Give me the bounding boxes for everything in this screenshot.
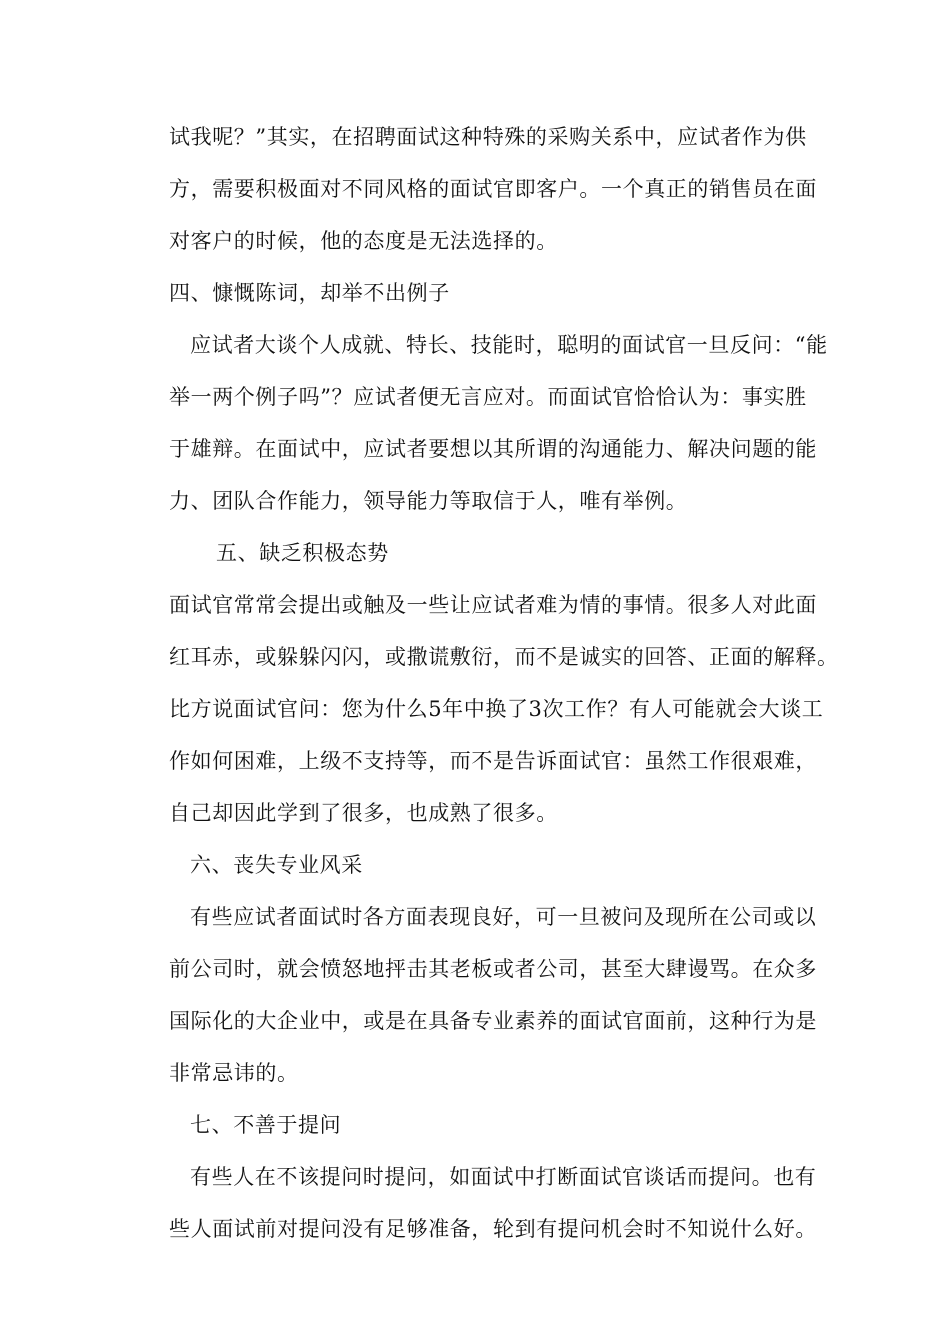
body-text-line: 试我呢？”其实，在招聘面试这种特殊的采购关系中，应试者作为供 xyxy=(169,125,807,149)
body-text-line: 作如何困难，上级不支持等，而不是告诉面试官：虽然工作很艰难， xyxy=(169,749,817,773)
body-text-line: 力、团队合作能力，领导能力等取信于人，唯有举例。 xyxy=(169,489,688,513)
body-text-line: 应试者大谈个人成就、特长、技能时，聪明的面试官一旦反问：“能 xyxy=(190,333,828,357)
body-text-line: 有些人在不该提问时提问，如面试中打断面试官谈话而提问。也有 xyxy=(190,1165,817,1189)
section-heading-6: 六、丧失专业风采 xyxy=(190,853,363,877)
body-text-line: 红耳赤，或躲躲闪闪，或撒谎敷衍，而不是诚实的回答、正面的解释。 xyxy=(169,645,839,669)
body-text-line: 有些应试者面试时各方面表现良好，可一旦被问及现所在公司或以 xyxy=(190,905,817,929)
body-text-line: 非常忌讳的。 xyxy=(169,1061,299,1085)
body-text-line: 比方说面试官问：您为什么5年中换了3次工作？有人可能就会大谈工 xyxy=(169,697,824,721)
body-text-line: 对客户的时候，他的态度是无法选择的。 xyxy=(169,229,558,253)
body-text-line: 些人面试前对提问没有足够准备，轮到有提问机会时不知说什么好。 xyxy=(169,1217,817,1241)
section-heading-5: 五、缺乏积极态势 xyxy=(216,541,389,565)
body-text-line: 前公司时，就会愤怒地抨击其老板或者公司，甚至大肆谩骂。在众多 xyxy=(169,957,817,981)
body-text-line: 于雄辩。在面试中，应试者要想以其所谓的沟通能力、解决问题的能 xyxy=(169,437,817,461)
body-text-line: 自己却因此学到了很多，也成熟了很多。 xyxy=(169,801,558,825)
section-heading-4: 四、慷慨陈词，却举不出例子 xyxy=(169,281,450,305)
body-text-line: 面试官常常会提出或触及一些让应试者难为情的事情。很多人对此面 xyxy=(169,593,817,617)
body-text-line: 举一两个例子吗”？应试者便无言应对。而面试官恰恰认为：事实胜 xyxy=(169,385,807,409)
section-heading-7: 七、不善于提问 xyxy=(190,1113,342,1137)
body-text-line: 方，需要积极面对不同风格的面试官即客户。一个真正的销售员在面 xyxy=(169,177,817,201)
body-text-line: 国际化的大企业中，或是在具备专业素养的面试官面前，这种行为是 xyxy=(169,1009,817,1033)
